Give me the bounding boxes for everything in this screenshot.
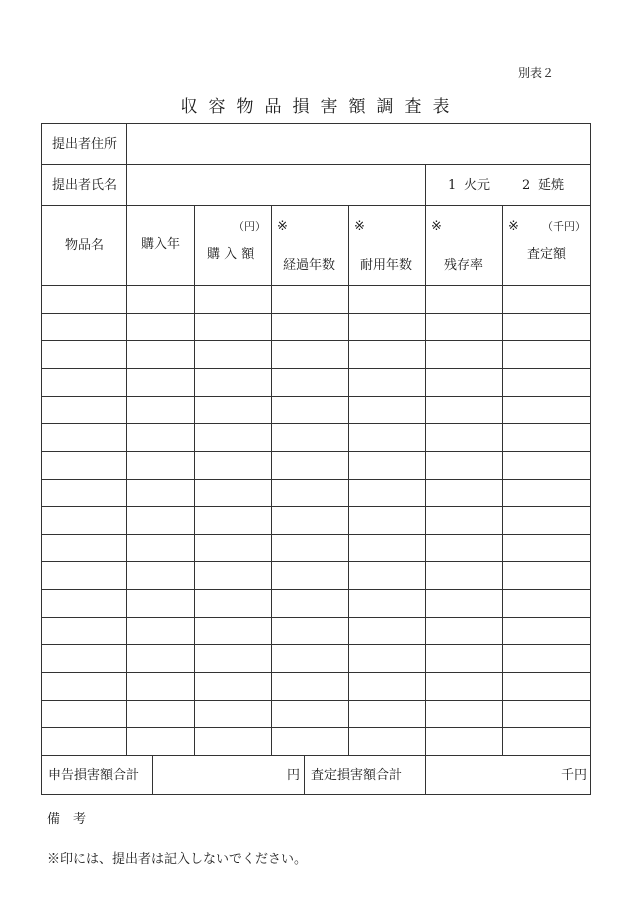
table-row-divider: [42, 396, 590, 397]
col-purchase-year: 購入年: [141, 237, 181, 252]
table-row-divider: [42, 617, 590, 618]
fire-option-2-number: 2: [522, 178, 531, 193]
table-row-divider: [42, 561, 590, 562]
rule-v-total-2: [304, 755, 305, 795]
col-assessed-unit: （千円）: [542, 220, 586, 233]
rule-address: [42, 164, 590, 165]
table-row-divider: [42, 672, 590, 673]
rule-v-total-1: [152, 755, 153, 795]
table-row-divider: [42, 506, 590, 507]
assessed-total-label: 査定損害額合計: [311, 768, 403, 783]
table-row-divider: [42, 479, 590, 480]
fire-option-1-label: 火元: [464, 178, 491, 193]
survey-table: [41, 123, 591, 795]
remarks-label: 備 考: [47, 812, 87, 827]
table-row-divider: [42, 313, 590, 314]
table-row-divider: [42, 423, 590, 424]
address-label: 提出者住所: [52, 137, 118, 152]
note-text: ※印には、提出者は記入しないでください。: [47, 852, 308, 867]
table-row-divider: [42, 700, 590, 701]
col-item-name: 物品名: [65, 238, 105, 253]
mark-residual: ※: [431, 219, 442, 234]
table-row-divider: [42, 727, 590, 728]
rule-v-5: [425, 164, 426, 755]
table-row-divider: [42, 368, 590, 369]
declared-total-label: 申告損害額合計: [48, 768, 140, 783]
declared-total-unit: 円: [287, 768, 301, 783]
mark-assessed: ※: [508, 219, 519, 234]
col-residual-rate: 残存率: [444, 258, 484, 273]
fire-option-2-label: 延焼: [538, 178, 565, 193]
rule-v-4: [348, 205, 349, 755]
appendix-label: 別表２: [517, 66, 554, 80]
rule-name: [42, 205, 590, 206]
name-label: 提出者氏名: [52, 178, 118, 193]
col-useful-life: 耐用年数: [360, 258, 413, 273]
col-assessed-amount: 査定額: [527, 247, 567, 262]
table-row-divider: [42, 589, 590, 590]
assessed-total-unit: 千円: [561, 768, 588, 783]
col-purchase-unit: （円）: [233, 220, 266, 233]
table-row-divider: [42, 644, 590, 645]
rule-v-label: [126, 124, 127, 755]
col-elapsed-years: 経過年数: [283, 258, 336, 273]
table-row-divider: [42, 451, 590, 452]
rule-v-total-3: [425, 755, 426, 795]
rule-header: [42, 285, 590, 286]
rule-v-3: [271, 205, 272, 755]
table-row-divider: [42, 534, 590, 535]
table-row-divider: [42, 340, 590, 341]
mark-elapsed: ※: [277, 219, 288, 234]
document-title: 収容物品損害額調査表: [180, 97, 461, 117]
col-purchase-amount: 購 入 額: [207, 247, 255, 262]
rule-v-2: [194, 205, 195, 755]
fire-option-1-number: 1: [448, 178, 457, 193]
rule-totals: [42, 755, 590, 756]
rule-v-6: [502, 205, 503, 755]
mark-useful-life: ※: [354, 219, 365, 234]
